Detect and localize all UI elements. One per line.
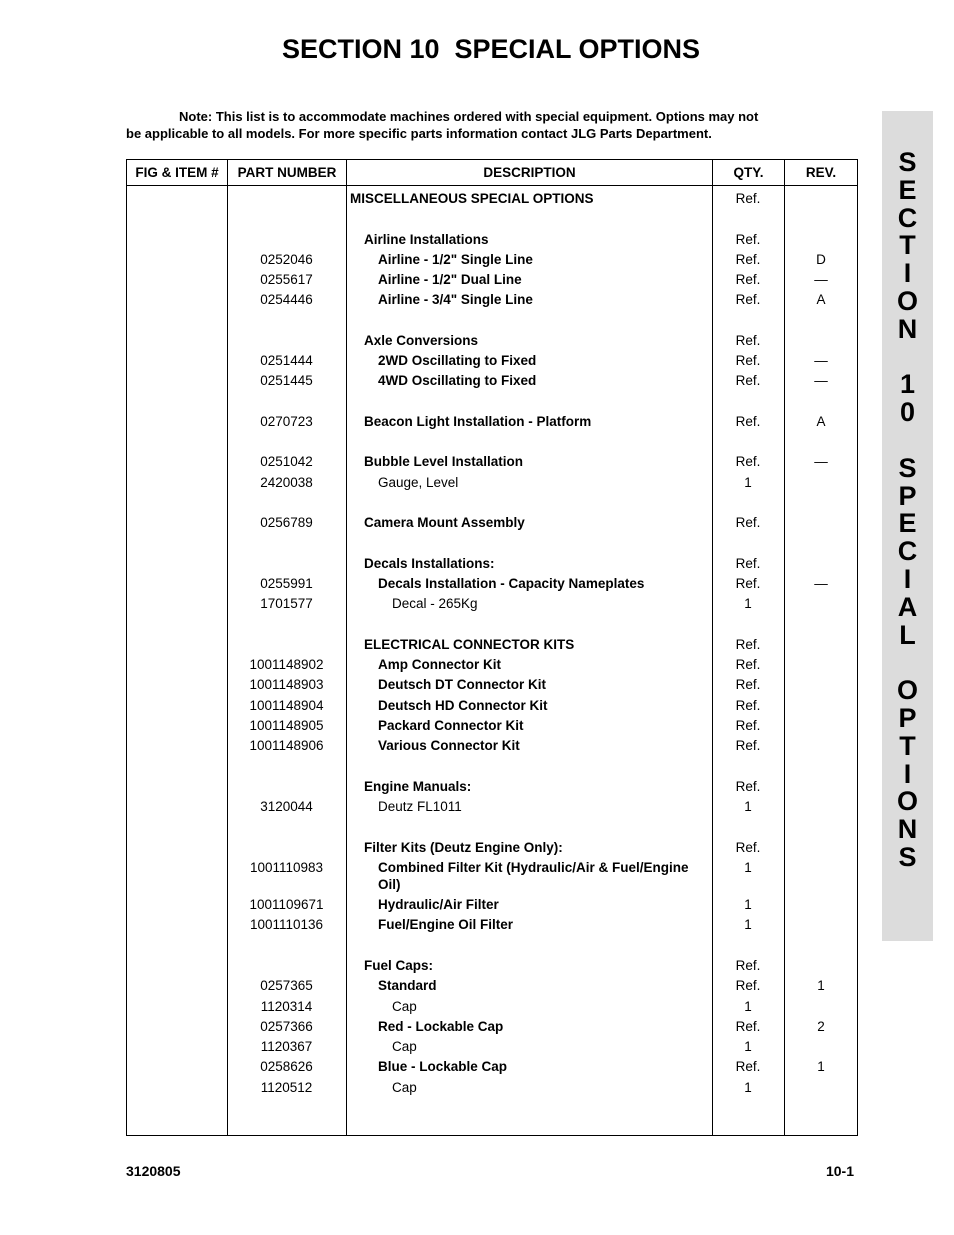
qty-cell: Ref. [735, 454, 761, 469]
description-cell: 2WD Oscillating to Fixed [378, 353, 537, 368]
qty-cell: 1 [744, 897, 752, 912]
part-number-cell: 0258626 [260, 1059, 313, 1074]
table-header [126, 159, 858, 186]
description-cell: Airline - 3/4" Single Line [378, 292, 533, 307]
description-cell: Cap [392, 999, 417, 1014]
description-cell: Engine Manuals: [364, 779, 472, 794]
description-cell: Fuel/Engine Oil Filter [378, 917, 514, 932]
part-number-cell: 0251042 [260, 454, 313, 469]
side-tab-letter: T [899, 730, 916, 761]
side-tab-letter: S [898, 147, 917, 177]
header-rev: REV. [805, 165, 837, 180]
header-fig-item: FIG & ITEM # [127, 160, 228, 185]
description-cell: Airline Installations [364, 232, 489, 247]
part-number-cell: 0256789 [260, 515, 313, 530]
part-number-cell: 1001109671 [249, 897, 324, 912]
side-tab-letter: O [896, 286, 918, 316]
page-title: SECTION 10 SPECIAL OPTIONS [281, 34, 701, 64]
part-number-cell: 1001110983 [249, 860, 324, 875]
qty-cell: 1 [744, 1039, 752, 1054]
qty-cell: Ref. [735, 718, 761, 733]
description-cell: Decal - 265Kg [392, 596, 478, 611]
description-cell: Various Connector Kit [378, 738, 520, 753]
rev-cell: — [814, 272, 828, 287]
qty-cell: 1 [744, 917, 752, 932]
description-cell: Deutsch DT Connector Kit [378, 677, 547, 692]
rev-cell: — [814, 353, 828, 368]
side-tab-letter: C [897, 202, 918, 233]
description-cell: MISCELLANEOUS SPECIAL OPTIONS [350, 191, 594, 206]
qty-cell: Ref. [735, 373, 761, 388]
qty-cell: 1 [744, 799, 752, 814]
page-number: 10-1 [825, 1163, 854, 1179]
document-number: 3120805 [126, 1163, 181, 1179]
qty-cell: Ref. [735, 191, 761, 206]
side-tab-letter: L [899, 619, 916, 650]
description-cell: Gauge, Level [378, 475, 459, 490]
qty-cell: 1 [744, 1080, 752, 1095]
note-line-2: be applicable to all models. For more specific parts information contact JLG Parts Department. [126, 126, 712, 141]
qty-cell: 1 [744, 860, 752, 875]
note-line-1: Note: This list is to accommodate machines ordered with special equipment. Options may not [179, 109, 759, 124]
part-number-cell: 0252046 [260, 252, 313, 267]
side-tab-letter: A [897, 591, 918, 622]
part-number-cell: 1001148906 [249, 738, 324, 753]
part-number-cell: 0254446 [260, 292, 313, 307]
qty-cell: Ref. [735, 576, 761, 591]
part-number-cell: 2420038 [260, 475, 313, 490]
description-cell: Fuel Caps: [364, 958, 434, 973]
part-number-cell: 1120314 [260, 999, 313, 1014]
note [126, 108, 846, 142]
qty-cell: 1 [744, 999, 752, 1014]
description-cell: Decals Installations: [364, 556, 495, 571]
side-tab-letter: P [898, 480, 917, 511]
rev-cell: 1 [817, 1059, 825, 1074]
description-cell: Standard [378, 978, 437, 993]
part-number-cell: 1001148904 [249, 698, 324, 713]
qty-cell: 1 [744, 596, 752, 611]
description-cell: Deutsch HD Connector Kit [378, 698, 548, 713]
rev-cell: — [814, 373, 828, 388]
qty-cell: Ref. [735, 738, 761, 753]
qty-cell: 1 [744, 475, 752, 490]
part-number-cell: 1120367 [260, 1039, 313, 1054]
qty-cell: Ref. [735, 292, 761, 307]
side-tab-letter: E [898, 508, 917, 539]
description-cell: Filter Kits (Deutz Engine Only): [364, 840, 563, 855]
rev-cell: 2 [817, 1019, 825, 1034]
side-tab-letter: S [898, 842, 917, 872]
description-cell: Amp Connector Kit [378, 657, 501, 672]
part-number-cell: 0251445 [260, 373, 313, 388]
description-cell: Decals Installation - Capacity Nameplates [378, 576, 645, 591]
side-tab-letter: I [903, 758, 912, 789]
part-number-cell: 1701577 [260, 596, 313, 611]
qty-cell: Ref. [735, 1019, 761, 1034]
side-tab-letter: N [897, 814, 918, 845]
rev-cell: D [816, 252, 826, 267]
table-border-bottom [126, 1135, 858, 1136]
qty-cell: Ref. [735, 556, 761, 571]
side-tab-letter: 1 [899, 369, 916, 400]
part-number-cell: 0255617 [260, 272, 313, 287]
qty-cell: Ref. [735, 958, 761, 973]
side-tab-letter: O [896, 786, 918, 817]
qty-cell: Ref. [735, 840, 761, 855]
part-number-cell: 1001148905 [249, 718, 324, 733]
rev-cell: — [814, 576, 828, 591]
description-cell: Red - Lockable Cap [378, 1019, 504, 1034]
section-side-tab [882, 111, 933, 941]
part-number-cell: 3120044 [260, 799, 313, 814]
part-number-cell: 1120512 [260, 1080, 313, 1095]
qty-cell: Ref. [735, 232, 761, 247]
qty-cell: Ref. [735, 252, 761, 267]
description-cell: 4WD Oscillating to Fixed [378, 373, 537, 388]
qty-cell: Ref. [735, 414, 761, 429]
side-tab-letter: N [897, 313, 918, 344]
qty-cell: Ref. [735, 978, 761, 993]
rev-cell: A [816, 292, 826, 307]
parts-table [126, 159, 858, 1136]
part-number-cell: 1001148902 [249, 657, 324, 672]
part-number-cell: 0251444 [260, 353, 313, 368]
description-cell: Cap [392, 1080, 417, 1095]
part-number-cell: 0257366 [260, 1019, 313, 1034]
description-cell: Airline - 1/2" Dual Line [378, 272, 522, 287]
table-border-left [126, 186, 127, 1136]
part-number-cell: 0270723 [260, 414, 313, 429]
qty-cell: Ref. [735, 698, 761, 713]
side-tab-letter: I [903, 258, 912, 289]
side-tab-letter: C [897, 536, 918, 567]
header-qty: QTY. [713, 160, 785, 185]
rev-cell: — [814, 454, 828, 469]
qty-cell: Ref. [735, 677, 761, 692]
description-cell: Packard Connector Kit [378, 718, 524, 733]
description-cell: Bubble Level Installation [364, 454, 524, 469]
side-tab-letter: O [896, 675, 918, 706]
description-cell: Camera Mount Assembly [364, 515, 525, 530]
description-cell: Axle Conversions [364, 333, 479, 348]
side-tab-letter: P [898, 703, 917, 733]
qty-cell: Ref. [735, 515, 761, 530]
header-part-number: PART NUMBER [228, 160, 347, 185]
qty-cell: Ref. [735, 272, 761, 287]
side-tab-letter: 0 [899, 397, 916, 428]
part-number-cell: 1001148903 [249, 677, 324, 692]
side-tab-letter: T [899, 230, 916, 261]
qty-cell: Ref. [735, 1059, 761, 1074]
description-cell: Beacon Light Installation - Platform [364, 414, 592, 429]
qty-cell: Ref. [735, 779, 761, 794]
description-cell: Deutz FL1011 [378, 799, 462, 814]
side-tab-letter: I [903, 564, 912, 594]
qty-cell: Ref. [735, 637, 761, 652]
description-cell: Blue - Lockable Cap [378, 1059, 508, 1074]
side-tab-letter: S [898, 452, 917, 483]
description-cell: ELECTRICAL CONNECTOR KITS [364, 637, 575, 652]
qty-cell: Ref. [735, 657, 761, 672]
description-cell: Combined Filter Kit (Hydraulic/Air & Fuel/Engine Oil) [378, 860, 689, 892]
description-cell: Cap [392, 1039, 417, 1054]
rev-cell: A [816, 414, 826, 429]
part-number-cell: 1001110136 [249, 917, 324, 932]
part-number-cell: 0257365 [260, 978, 313, 993]
header-description: DESCRIPTION [347, 160, 713, 185]
side-tab-letter: E [898, 174, 917, 205]
qty-cell: Ref. [735, 333, 761, 348]
rev-cell: 1 [817, 978, 825, 993]
description-cell: Airline - 1/2" Single Line [378, 252, 533, 267]
part-number-cell: 0255991 [260, 576, 313, 591]
description-cell: Hydraulic/Air Filter [378, 897, 499, 912]
qty-cell: Ref. [735, 353, 761, 368]
